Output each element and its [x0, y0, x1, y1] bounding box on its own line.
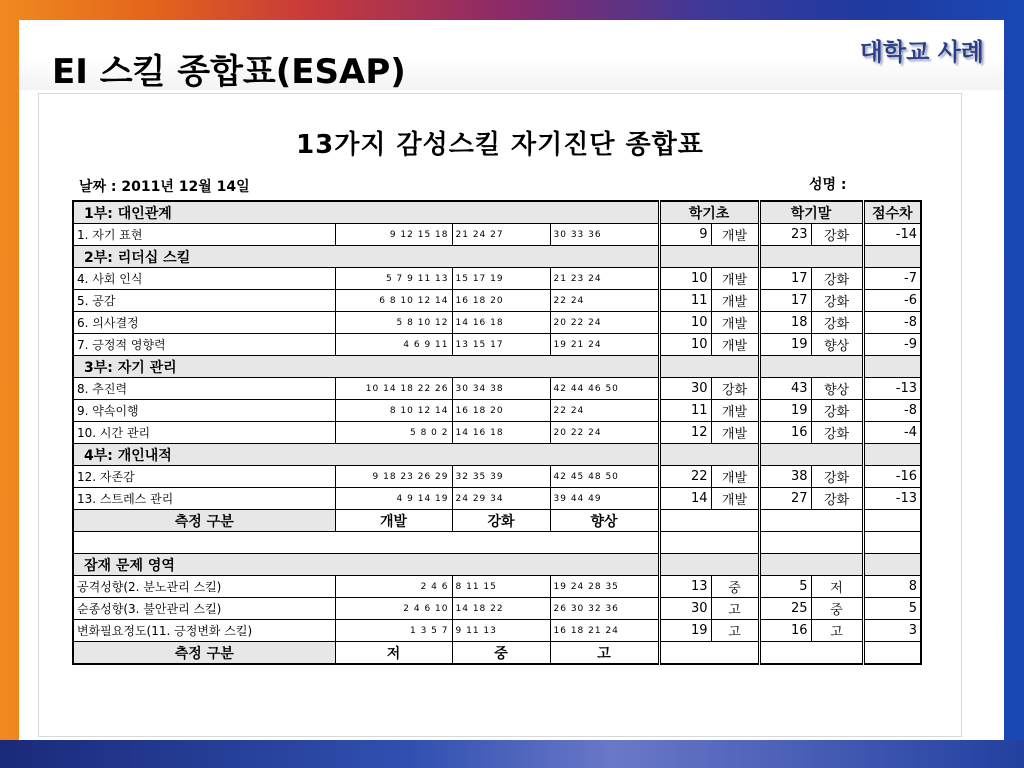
- document-date: 날짜 : 2011년 12월 14일: [79, 179, 250, 195]
- table-row: [73, 400, 921, 422]
- scale-strengthen: 9 11 13: [452, 620, 550, 642]
- score-diff: 3: [863, 620, 921, 642]
- end-level: 중: [811, 598, 863, 620]
- scale-strengthen: 24 29 34: [452, 488, 550, 510]
- scale-enhance: 22 24: [550, 400, 659, 422]
- table-row: [73, 312, 921, 334]
- scale-strengthen: 15 17 19: [452, 268, 550, 290]
- end-level: 강화: [811, 290, 863, 312]
- scale-enhance: 20 22 24: [550, 422, 659, 444]
- scale-develop: 4 6 9 11: [335, 334, 452, 356]
- empty-cell: [863, 444, 921, 466]
- scale-develop: 6 8 10 12 14: [335, 290, 452, 312]
- empty-cell: [863, 510, 921, 532]
- end-score: 38: [759, 466, 811, 488]
- slide-title: EI 스킬 종합표(ESAP): [52, 52, 406, 92]
- measure-level: 고: [550, 642, 659, 665]
- empty-cell: [659, 554, 759, 576]
- scale-enhance: 21 23 24: [550, 268, 659, 290]
- end-level: 고: [811, 620, 863, 642]
- score-diff: -4: [863, 422, 921, 444]
- table-row: [73, 488, 921, 510]
- start-score: 14: [659, 488, 711, 510]
- end-level: 강화: [811, 268, 863, 290]
- spacer-row: [73, 532, 921, 554]
- skill-name: 13. 스트레스 관리: [73, 488, 335, 510]
- skill-name: 공격성향(2. 분노관리 스킬): [73, 576, 335, 598]
- scale-strengthen: 16 18 20: [452, 290, 550, 312]
- measure-row: [73, 510, 921, 532]
- score-diff: -13: [863, 378, 921, 400]
- start-score: 10: [659, 268, 711, 290]
- scale-enhance: 39 44 49: [550, 488, 659, 510]
- empty-cell: [863, 532, 921, 554]
- section-label: 3부: 자기 관리: [73, 356, 659, 378]
- end-level: 강화: [811, 224, 863, 246]
- table-row: [73, 422, 921, 444]
- score-diff: 5: [863, 598, 921, 620]
- end-score: 19: [759, 400, 811, 422]
- skill-name: 6. 의사결정: [73, 312, 335, 334]
- score-diff: -14: [863, 224, 921, 246]
- empty-cell: [659, 444, 759, 466]
- table-row: [73, 620, 921, 642]
- start-level: 중: [711, 576, 759, 598]
- section-label: 1부: 대인관계: [73, 201, 659, 224]
- scale-develop: 4 9 14 19: [335, 488, 452, 510]
- measure-label: 측정 구분: [73, 642, 335, 665]
- skill-name: 순종성향(3. 불안관리 스킬): [73, 598, 335, 620]
- end-score: 17: [759, 268, 811, 290]
- table-row: [73, 224, 921, 246]
- score-diff: -13: [863, 488, 921, 510]
- section-label: 2부: 리더십 스킬: [73, 246, 659, 268]
- scale-enhance: 26 30 32 36: [550, 598, 659, 620]
- start-score: 10: [659, 312, 711, 334]
- empty-cell: [863, 356, 921, 378]
- empty-cell: [759, 356, 863, 378]
- start-score: 9: [659, 224, 711, 246]
- start-score: 19: [659, 620, 711, 642]
- end-score: 43: [759, 378, 811, 400]
- score-diff: 8: [863, 576, 921, 598]
- end-score: 16: [759, 620, 811, 642]
- start-score: 30: [659, 378, 711, 400]
- scale-strengthen: 21 24 27: [452, 224, 550, 246]
- scale-strengthen: 14 18 22: [452, 598, 550, 620]
- empty-cell: [659, 642, 759, 665]
- summary-table: [72, 200, 922, 665]
- end-level: 향상: [811, 378, 863, 400]
- measure-level: 강화: [452, 510, 550, 532]
- score-diff: -7: [863, 268, 921, 290]
- scale-develop: 9 12 15 18: [335, 224, 452, 246]
- scale-enhance: 20 22 24: [550, 312, 659, 334]
- measure-level: 저: [335, 642, 452, 665]
- start-level: 개발: [711, 290, 759, 312]
- scale-develop: 1 3 5 7: [335, 620, 452, 642]
- end-level: 강화: [811, 466, 863, 488]
- start-level: 개발: [711, 224, 759, 246]
- bottom-band: [0, 740, 1024, 768]
- table-row: [73, 268, 921, 290]
- score-diff: -9: [863, 334, 921, 356]
- scale-strengthen: 30 34 38: [452, 378, 550, 400]
- start-score: 11: [659, 290, 711, 312]
- skill-name: 10. 시간 관리: [73, 422, 335, 444]
- empty-cell: [659, 356, 759, 378]
- skill-name: 7. 긍정적 영향력: [73, 334, 335, 356]
- table-row: [73, 290, 921, 312]
- score-sheet-document: [38, 93, 962, 737]
- skill-name: 9. 약속이행: [73, 400, 335, 422]
- section-label: 4부: 개인내적: [73, 444, 659, 466]
- start-level: 개발: [711, 466, 759, 488]
- scale-develop: 5 8 0 2: [335, 422, 452, 444]
- scale-develop: 5 7 9 11 13: [335, 268, 452, 290]
- empty-cell: [863, 642, 921, 665]
- empty-cell: [759, 246, 863, 268]
- scale-enhance: 16 18 21 24: [550, 620, 659, 642]
- score-diff: -8: [863, 312, 921, 334]
- measure-label: 측정 구분: [73, 510, 335, 532]
- section-header-row: [73, 246, 921, 268]
- empty-cell: [759, 510, 863, 532]
- end-level: 강화: [811, 312, 863, 334]
- scale-develop: 10 14 18 22 26: [335, 378, 452, 400]
- score-diff: -6: [863, 290, 921, 312]
- slide-badge: 대학교 사례: [859, 38, 984, 66]
- end-level: 향상: [811, 334, 863, 356]
- end-level: 강화: [811, 422, 863, 444]
- end-score: 16: [759, 422, 811, 444]
- measure-row: [73, 642, 921, 665]
- measure-level: 향상: [550, 510, 659, 532]
- start-score: 22: [659, 466, 711, 488]
- section-header-row: [73, 554, 921, 576]
- end-score: 27: [759, 488, 811, 510]
- section-header-row: [73, 356, 921, 378]
- column-diff: 점수차: [863, 201, 921, 224]
- empty-cell: [759, 642, 863, 665]
- scale-strengthen: 32 35 39: [452, 466, 550, 488]
- empty-cell: [659, 510, 759, 532]
- empty-cell: [863, 554, 921, 576]
- start-score: 10: [659, 334, 711, 356]
- end-score: 23: [759, 224, 811, 246]
- empty-cell: [863, 246, 921, 268]
- table-row: [73, 466, 921, 488]
- start-level: 고: [711, 598, 759, 620]
- end-score: 19: [759, 334, 811, 356]
- measure-level: 중: [452, 642, 550, 665]
- measure-level: 개발: [335, 510, 452, 532]
- section-label: 잠재 문제 영역: [73, 554, 659, 576]
- skill-name: 변화필요정도(11. 긍정변화 스킬): [73, 620, 335, 642]
- empty-cell: [759, 554, 863, 576]
- empty-cell: [659, 246, 759, 268]
- scale-enhance: 19 21 24: [550, 334, 659, 356]
- scale-strengthen: 13 15 17: [452, 334, 550, 356]
- end-level: 강화: [811, 488, 863, 510]
- scale-develop: 9 18 23 26 29: [335, 466, 452, 488]
- skill-name: 1. 자기 표현: [73, 224, 335, 246]
- end-score: 25: [759, 598, 811, 620]
- scale-develop: 5 8 10 12: [335, 312, 452, 334]
- table-row: [73, 334, 921, 356]
- scale-enhance: 30 33 36: [550, 224, 659, 246]
- table-row: [73, 576, 921, 598]
- start-level: 강화: [711, 378, 759, 400]
- skill-name: 5. 공감: [73, 290, 335, 312]
- name-label: 성명 :: [809, 177, 847, 193]
- skill-name: 12. 자존감: [73, 466, 335, 488]
- start-level: 고: [711, 620, 759, 642]
- scale-develop: 2 4 6: [335, 576, 452, 598]
- scale-enhance: 42 44 46 50: [550, 378, 659, 400]
- empty-cell: [659, 532, 759, 554]
- skill-name: 4. 사회 인식: [73, 268, 335, 290]
- section-header-row: [73, 201, 921, 224]
- scale-strengthen: 14 16 18: [452, 312, 550, 334]
- table-row: [73, 598, 921, 620]
- start-level: 개발: [711, 312, 759, 334]
- scale-develop: 2 4 6 10: [335, 598, 452, 620]
- start-level: 개발: [711, 488, 759, 510]
- start-level: 개발: [711, 422, 759, 444]
- end-score: 18: [759, 312, 811, 334]
- end-score: 5: [759, 576, 811, 598]
- column-start: 학기초: [659, 201, 759, 224]
- end-score: 17: [759, 290, 811, 312]
- end-level: 강화: [811, 400, 863, 422]
- document-title: 13가지 감성스킬 자기진단 종합표: [296, 130, 704, 160]
- start-level: 개발: [711, 334, 759, 356]
- column-end: 학기말: [759, 201, 863, 224]
- score-diff: -16: [863, 466, 921, 488]
- section-header-row: [73, 444, 921, 466]
- start-score: 12: [659, 422, 711, 444]
- start-level: 개발: [711, 268, 759, 290]
- scale-develop: 8 10 12 14: [335, 400, 452, 422]
- score-diff: -8: [863, 400, 921, 422]
- start-score: 11: [659, 400, 711, 422]
- empty-cell: [759, 444, 863, 466]
- end-level: 저: [811, 576, 863, 598]
- skill-name: 8. 추진력: [73, 378, 335, 400]
- empty-cell: [759, 532, 863, 554]
- start-level: 개발: [711, 400, 759, 422]
- scale-enhance: 42 45 48 50: [550, 466, 659, 488]
- table-row: [73, 378, 921, 400]
- scale-enhance: 22 24: [550, 290, 659, 312]
- scale-enhance: 19 24 28 35: [550, 576, 659, 598]
- scale-strengthen: 16 18 20: [452, 400, 550, 422]
- start-score: 13: [659, 576, 711, 598]
- empty-cell: [73, 532, 659, 554]
- scale-strengthen: 8 11 15: [452, 576, 550, 598]
- start-score: 30: [659, 598, 711, 620]
- scale-strengthen: 14 16 18: [452, 422, 550, 444]
